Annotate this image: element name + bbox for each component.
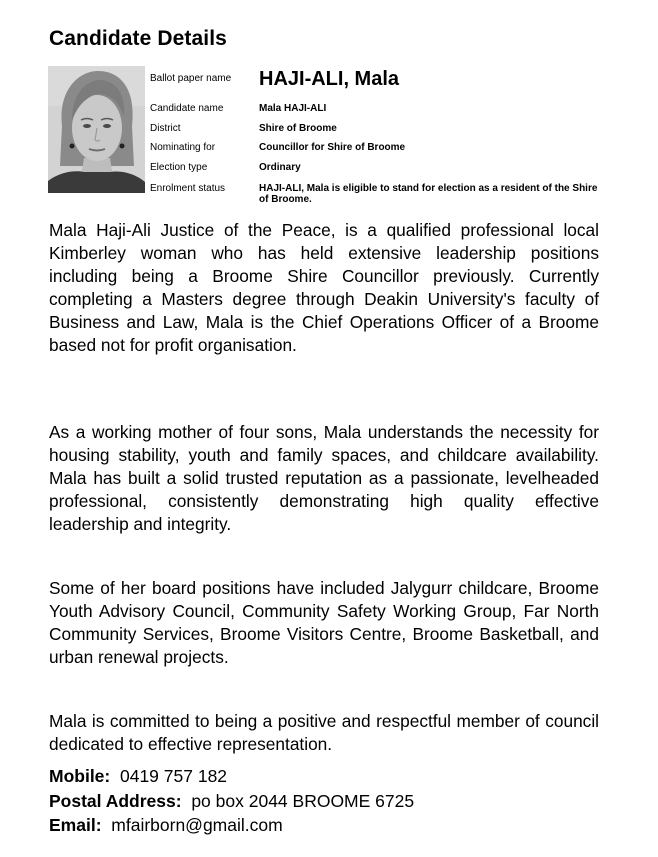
bio-paragraph-3: Some of her board positions have included Jalygurr childcare, Broome Youth Advisory Council, Community Safety Working Group, Far North Community Services, Broome Visitors Centre, Broome Basketball, and urban renewal projects. [49, 578, 599, 667]
postal-label: Postal Address: [49, 791, 182, 811]
district-label: District [150, 123, 181, 134]
election-value: Ordinary [259, 162, 301, 173]
email-value: mfairborn@gmail.com [111, 815, 283, 835]
election-label: Election type [150, 162, 208, 173]
nominating-label: Nominating for [150, 142, 216, 153]
candidate-value: Mala HAJI-ALI [259, 103, 327, 114]
contact-mobile [49, 765, 227, 787]
page-title: Candidate Details [49, 27, 227, 50]
bio-paragraph-2: As a working mother of four sons, Mala understands the necessity for housing stability, youth and family spaces, and childcare availability. Mala has built a solid trusted reputation as a passionate, levelheaded professional, consistently demonstrating high quality effective leadership and integrity. [49, 422, 599, 534]
postal-value: po box 2044 BROOME 6725 [191, 791, 415, 811]
enrolment-value: HAJI-ALI, Mala is eligible to stand for election as a resident of the Shire of Broome. [259, 183, 598, 205]
bio-paragraph-1: Mala Haji-Ali Justice of the Peace, is a qualified professional local Kimberley woman who has held extensive leadership positions including being a Broome Shire Councillor previously. Currently completing a Masters degree through Deakin University's faculty of Business and Law, Mala is the Chief Operations Officer of a Broome based not for profit organisation. [49, 220, 599, 355]
contact-email [49, 814, 283, 836]
candidate-photo [48, 66, 145, 193]
mobile-label: Mobile: [49, 766, 111, 786]
email-label: Email: [49, 815, 102, 835]
ballot-label: Ballot paper name [150, 73, 232, 84]
candidate-label: Candidate name [150, 103, 224, 114]
contact-postal [49, 790, 414, 812]
mobile-value: 0419 757 182 [119, 766, 228, 786]
enrolment-label: Enrolment status [150, 183, 226, 194]
bio-paragraph-4: Mala is committed to being a positive and respectful member of council dedicated to effective representation. [49, 711, 599, 754]
ballot-value: HAJI-ALI, Mala [259, 68, 400, 90]
nominating-value: Councillor for Shire of Broome [259, 142, 406, 153]
district-value: Shire of Broome [259, 123, 337, 134]
